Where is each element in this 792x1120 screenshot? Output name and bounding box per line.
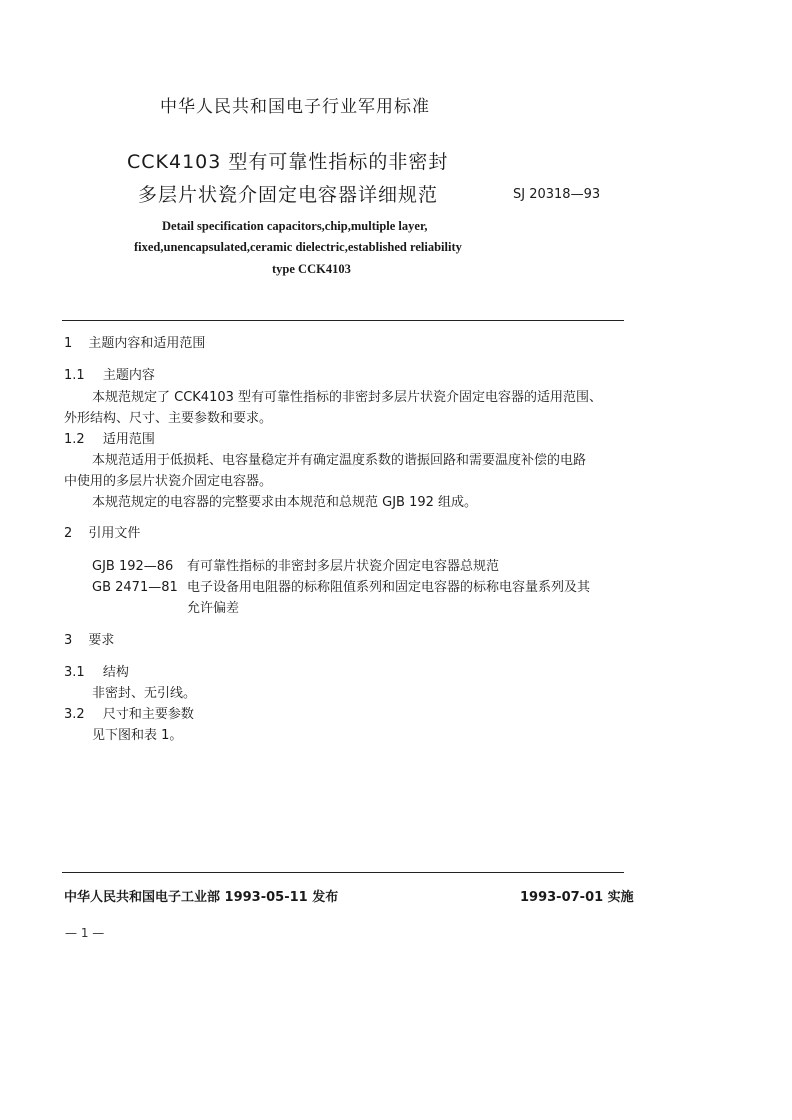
section-1-1-heading xyxy=(64,364,155,383)
paragraph-line: 中使用的多层片状瓷介固定电容器。 xyxy=(64,474,273,489)
section-number: 2 xyxy=(64,526,73,541)
section-title: 结构 xyxy=(102,665,129,680)
section-number: 1 xyxy=(64,336,73,351)
header-divider xyxy=(62,320,624,321)
title-cn-line2: 多层片状瓷介固定电容器详细规范 xyxy=(138,184,439,206)
section-title: 引用文件 xyxy=(88,526,141,541)
paragraph-line: 本规范规定了 CCK4103 型有可靠性指标的非密封多层片状瓷介固定电容器的适用范围、 xyxy=(92,390,603,405)
paragraph: 见下图和表 1。 xyxy=(92,728,183,743)
section-1-2-heading xyxy=(64,428,155,447)
section-3-heading xyxy=(64,629,114,648)
section-number: 3 xyxy=(64,633,73,648)
section-number: 3.1 xyxy=(64,665,85,680)
reference-title-continued: 允许偏差 xyxy=(187,601,240,616)
title-en-line1: Detail specification capacitors,chip,multiple layer, xyxy=(162,219,428,233)
section-number: 1.1 xyxy=(64,368,85,383)
reference-code: GB 2471—81 xyxy=(92,580,178,595)
title-en-line3: type CCK4103 xyxy=(272,262,351,276)
section-1-heading xyxy=(64,332,205,351)
effective-date: 1993-07-01 实施 xyxy=(520,890,634,905)
reference-item xyxy=(92,555,499,574)
section-title: 适用范围 xyxy=(102,432,155,447)
section-title: 主题内容 xyxy=(102,368,155,383)
paragraph-line: 本规范适用于低损耗、电容量稳定并有确定温度系数的谐振回路和需要温度补偿的电路 xyxy=(92,453,587,468)
section-3-2-heading xyxy=(64,703,194,722)
reference-title: 有可靠性指标的非密封多层片状瓷介固定电容器总规范 xyxy=(187,559,500,574)
reference-item xyxy=(92,576,590,595)
section-title: 尺寸和主要参数 xyxy=(102,707,194,722)
section-number: 1.2 xyxy=(64,432,85,447)
title-en-line2: fixed,unencapsulated,ceramic dielectric,established reliability xyxy=(134,240,462,254)
section-title: 主题内容和适用范围 xyxy=(88,336,206,351)
section-number: 3.2 xyxy=(64,707,85,722)
paragraph: 本规范规定的电容器的完整要求由本规范和总规范 GJB 192 组成。 xyxy=(92,495,478,510)
reference-title: 电子设备用电阻器的标称阻值系列和固定电容器的标称电容量系列及其 xyxy=(187,580,591,595)
section-title: 要求 xyxy=(88,633,115,648)
section-3-1-heading xyxy=(64,661,129,680)
paragraph-line: 外形结构、尺寸、主要参数和要求。 xyxy=(64,411,273,426)
footer-divider xyxy=(62,872,624,873)
paragraph: 非密封、无引线。 xyxy=(92,686,197,701)
reference-code: GJB 192—86 xyxy=(92,559,174,574)
issue-date: 中华人民共和国电子工业部 1993-05-11 发布 xyxy=(64,890,339,905)
title-cn-line1: CCK4103 型有可靠性指标的非密封 xyxy=(127,151,449,173)
page-number: — 1 — xyxy=(65,926,105,940)
standard-code: SJ 20318—93 xyxy=(513,187,601,202)
section-2-heading xyxy=(64,522,140,541)
standard-organization: 中华人民共和国电子行业军用标准 xyxy=(160,97,430,117)
